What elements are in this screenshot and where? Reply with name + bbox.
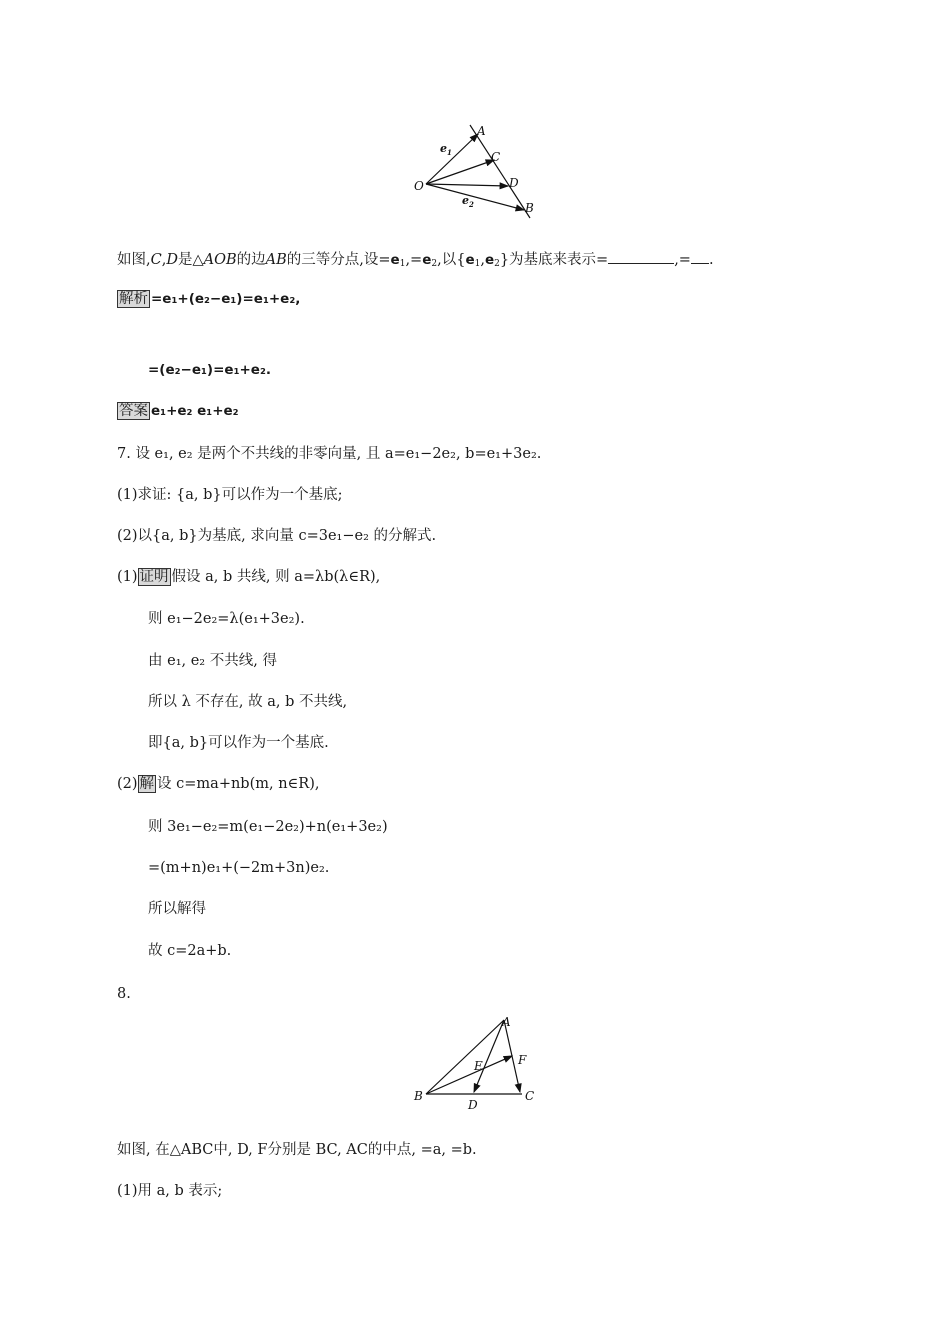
problem-7-proof-5: 即{a, b}可以作为一个基底. <box>148 735 329 751</box>
label-b: B <box>525 201 534 215</box>
label-d: D <box>509 176 519 190</box>
problem-7-solution-3: =(m+n)e₁+(−2m+3n)e₂. <box>148 860 330 876</box>
label-b: B <box>414 1089 423 1103</box>
problem-7-solution-5: 故 c=2a+b. <box>148 943 232 959</box>
problem-7-stem: 7. 设 e₁, e₂ 是两个不共线的非零向量, 且 a=e₁−2e₂, b=e₁+3e₂. <box>117 446 542 462</box>
problem-6-answer: 答案 e₁+e₂ e₁+e₂ <box>119 403 239 419</box>
label-a: A <box>502 1015 511 1029</box>
answer-blank-2 <box>691 249 709 264</box>
problem-8-q1: (1)用 a, b 表示; <box>117 1183 223 1199</box>
problem-8-stem: 如图, 在△ABC中, D, F分别是 BC, AC的中点, =a, =b. <box>117 1142 477 1158</box>
answer-blank-1 <box>608 249 674 264</box>
figure-triangle-abc <box>410 1012 550 1112</box>
figure-triangle-aob <box>410 120 550 220</box>
problem-7-q1: (1)求证: {a, b}可以作为一个基底; <box>117 487 343 503</box>
problem-6-question: 如图,C,D是△AOB的边AB的三等分点,设$=e_1,=e_2$,以$\{e_1,e_2\}$为基底来表示= ,= . <box>117 249 714 274</box>
solution-tag: 解 <box>139 776 155 792</box>
label-o: O <box>414 179 424 193</box>
label-a: A <box>477 124 486 138</box>
answer-tag: 答案 <box>119 403 148 419</box>
vector-oc <box>426 160 494 184</box>
vector-ad <box>474 1020 504 1092</box>
label-c: C <box>525 1089 535 1103</box>
problem-6-solution-1: 解析 =e₁+(e₂−e₁)=e₁+e₂, <box>119 291 301 307</box>
problem-7-q2: (2)以{a, b}为基底, 求向量 c=3e₁−e₂ 的分解式. <box>117 528 437 544</box>
problem-7-proof-4: 所以 λ 不存在, 故 a, b 不共线, <box>148 694 348 710</box>
label-e1: $e_1$ <box>440 142 452 157</box>
jiexi-tag: 解析 <box>119 291 148 307</box>
proof-tag: 证明 <box>139 569 169 585</box>
vector-oa <box>426 134 478 184</box>
label-f: F <box>518 1053 527 1067</box>
problem-8-number: 8. <box>117 986 131 1002</box>
side-ab <box>426 1020 504 1094</box>
label-e: E <box>474 1059 483 1073</box>
problem-7-proof-1: (1) 证明 假设 a, b 共线, 则 a=λb(λ∈R), <box>117 569 381 585</box>
problem-7-solution-4: 所以解得 <box>148 901 206 917</box>
problem-7-solution-1: (2) 解 设 c=ma+nb(m, n∈R), <box>117 776 320 792</box>
label-d: D <box>468 1098 478 1112</box>
label-c: C <box>491 150 501 164</box>
problem-7-proof-2: 则 e₁−2e₂=λ(e₁+3e₂). <box>148 611 305 627</box>
problem-7-solution-2: 则 3e₁−e₂=m(e₁−2e₂)+n(e₁+3e₂) <box>148 819 388 835</box>
label-e2: $e_2$ <box>462 194 474 209</box>
vector-bf <box>426 1056 512 1094</box>
problem-6-solution-2: =(e₂−e₁)=e₁+e₂. <box>148 362 271 378</box>
vector-od <box>426 184 508 186</box>
problem-7-proof-3: 由 e₁, e₂ 不共线, 得 <box>148 653 277 669</box>
